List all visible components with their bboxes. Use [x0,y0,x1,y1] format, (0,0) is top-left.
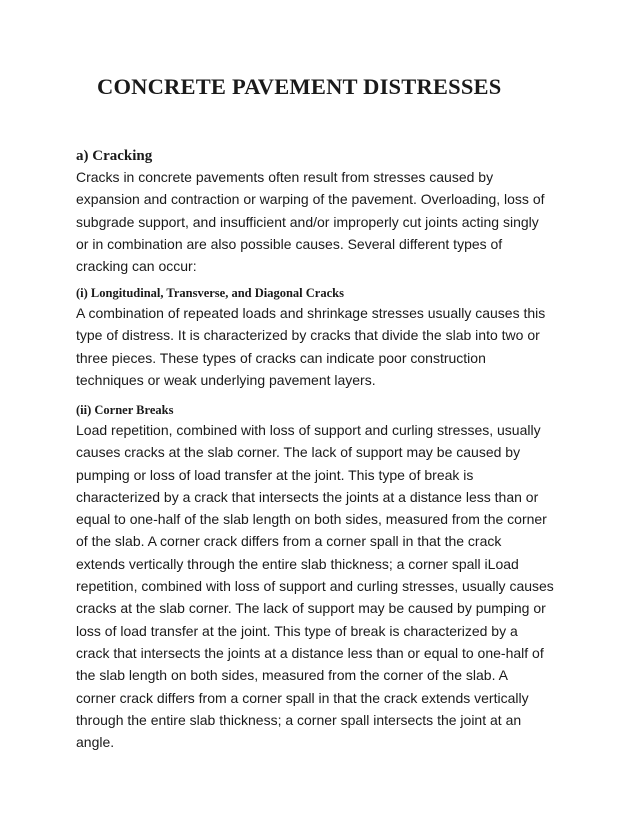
section-paragraph [76,419,576,753]
paragraph-line: corner crack differs from a corner spall in that the crack extends vertically [76,689,529,706]
paragraph-line: angle. [76,734,115,751]
section-longitudinal-transverse-diagonal [76,284,576,391]
section-paragraph [76,166,576,277]
paragraph-line: or in combination are also possible causes. Several different types of [76,235,503,252]
paragraph-line: techniques or weak underlying pavement layers. [76,371,376,388]
paragraph-line: the slab length on both sides, measured from the corner of the slab. A [76,667,508,684]
paragraph-line: expansion and contraction or warping of the pavement. Overloading, loss of [76,191,545,208]
paragraph-line: subgrade support, and insufficient and/or improperly cut joints acting singly [76,213,539,230]
paragraph-line: equal to one-half of the slab length on both sides, measured from the corner [76,511,547,528]
paragraph-line: Load repetition, combined with loss of support and curling stresses, usually [76,422,541,438]
paragraph-line: causes cracks at the slab corner. The lack of support may be caused by [76,444,521,461]
paragraph-line: repetition, combined with loss of support and curling stresses, usually causes [76,578,554,595]
section-heading: a) Cracking [76,148,153,164]
page-title: CONCRETE PAVEMENT DISTRESSES [97,74,502,99]
paragraph-line: three pieces. These types of cracks can indicate poor construction [76,349,486,366]
paragraph-line: of the slab. A corner crack differs from a corner spall in that the crack [76,533,502,550]
paragraph-line: cracking can occur: [76,258,197,275]
paragraph-line: characterized by a crack that intersects the joints at a distance less than or [76,488,539,505]
paragraph-line: Cracks in concrete pavements often result from stresses caused by [76,169,494,185]
paragraph-line: through the entire slab thickness; a corner spall intersects the joint at an [76,711,522,728]
section-paragraph [76,302,576,391]
paragraph-line: A combination of repeated loads and shrinkage stresses usually causes this [76,305,546,321]
paragraph-line: crack that intersects the joints at a distance less than or equal to one-half of [76,644,544,661]
subsection-heading: (i) Longitudinal, Transverse, and Diagonal Cracks [76,286,344,300]
paragraph-line: type of distress. It is characterized by cracks that divide the slab into two or [76,327,540,344]
paragraph-line: loss of load transfer at the joint. This type of break is characterized by a [76,622,518,639]
section-cracking [76,146,576,277]
paragraph-line: extends vertically through the entire slab thickness; a corner spall iLoad [76,555,519,572]
subsection-heading: (ii) Corner Breaks [76,403,174,417]
paragraph-line: pumping or loss of load transfer at the joint. This type of break is [76,466,474,483]
section-corner-breaks [76,401,576,753]
paragraph-line: cracks at the slab corner. The lack of support may be caused by pumping or [76,600,546,617]
